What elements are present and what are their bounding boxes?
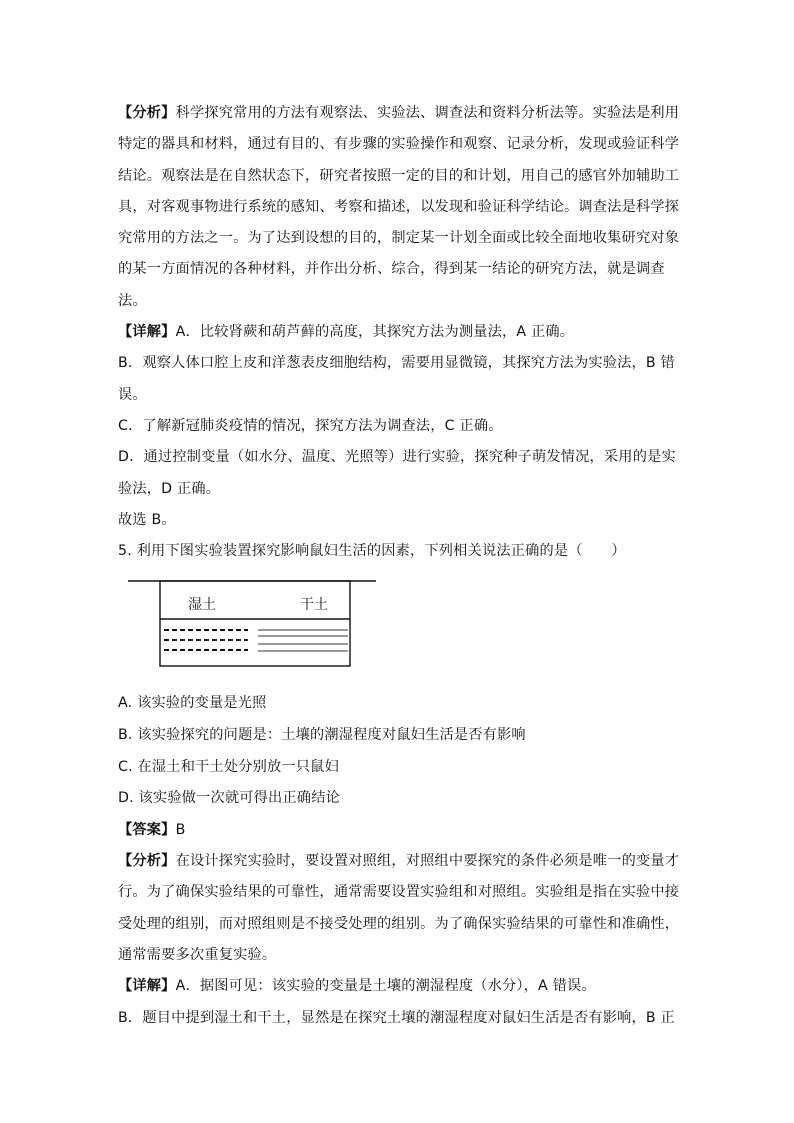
text-line: 【详解】A．比较肾蕨和葫芦藓的高度，其探究方法为测量法，A 正确。	[118, 324, 575, 341]
analysis-tag: 【分析】	[118, 853, 176, 870]
option-c: C. 在湿土和干土处分别放一只鼠妇	[118, 758, 339, 775]
option-a: A. 该实验的变量是光照	[118, 695, 267, 712]
detail-tag: 【详解】	[118, 324, 176, 341]
text-line: 的某一方面情况的各种材料，并作出分析、综合，得到某一结论的研究方法，就是调查	[118, 261, 665, 278]
option-d: D. 该实验做一次就可得出正确结论	[118, 790, 340, 807]
container-box	[160, 581, 350, 666]
experiment-apparatus-diagram	[118, 573, 678, 678]
text-line: 特定的器具和材料，通过有目的、有步骤的实验操作和观察、记录分析，发现或验证科学	[118, 136, 680, 153]
options-list	[118, 688, 678, 814]
answer-tag: 【答案】	[118, 821, 176, 838]
answer-line	[118, 815, 678, 846]
section1-detail	[118, 317, 678, 536]
text-line: D．通过控制变量（如水分、温度、光照等）进行实验，探究种子萌发情况，采用的是实	[118, 449, 676, 466]
text-line: 【详解】A．据图可见：该实验的变量是土壤的潮湿程度（水分），A 错误。	[118, 978, 596, 995]
page-content	[118, 98, 678, 1034]
answer-value: B	[175, 821, 186, 838]
option-b: B. 该实验探究的问题是：土壤的潮湿程度对鼠妇生活是否有影响	[118, 727, 526, 744]
experiment-figure	[118, 573, 678, 678]
detail-tag: 【详解】	[118, 978, 176, 995]
text-line: 行。为了确保实验结果的可靠性，通常需要设置实验组和对照组。实验组是指在实验中接	[118, 884, 680, 901]
text-line: 究常用的方法之一。为了达到设想的目的，制定某一计划全面或比较全面地收集研究对象	[118, 230, 680, 247]
text-line: 误。	[118, 386, 147, 403]
text-line: C．了解新冠肺炎疫情的情况，探究方法为调查法，C 正确。	[118, 417, 503, 434]
section1-analysis	[118, 98, 678, 317]
question5-analysis	[118, 846, 678, 971]
wet-soil-label: 湿土	[188, 597, 216, 614]
text-line: 【分析】科学探究常用的方法有观察法、实验法、调查法和资料分析法等。实验法是利用	[118, 105, 680, 121]
text-line: B．观察人体口腔上皮和洋葱表皮细胞结构，需要用显微镜，其探究方法为实验法，B 错	[118, 355, 675, 372]
text-line: 故选 B。	[118, 511, 176, 528]
text-line: 验法，D 正确。	[118, 480, 221, 497]
question-5-stem: 5. 利用下图实验装置探究影响鼠妇生活的因素，下列相关说法正确的是（ ）	[118, 543, 626, 560]
text-line: 具，对客观事物进行系统的感知、考察和描述，以发现和验证科学结论。调查法是科学探	[118, 198, 680, 215]
text-line: 【分析】在设计探究实验时，要设置对照组，对照组中要探究的条件必须是唯一的变量才	[118, 853, 680, 870]
question5-detail	[118, 971, 678, 1034]
text-line: 受处理的组别，而对照组则是不接受处理的组别。为了确保实验结果的可靠性和准确性，	[118, 915, 680, 932]
text-line: 结论。观察法是在自然状态下，研究者按照一定的目的和计划，用自己的感官外加辅助工	[118, 167, 680, 184]
text-line: 法。	[118, 292, 147, 309]
text-line: 通常需要多次重复实验。	[118, 947, 277, 964]
analysis-tag: 【分析】	[118, 105, 176, 121]
text-line: B．题目中提到湿土和干土，显然是在探究土壤的潮湿程度对鼠妇生活是否有影响，B 正	[118, 1009, 675, 1026]
dry-soil-label: 干土	[300, 597, 328, 614]
